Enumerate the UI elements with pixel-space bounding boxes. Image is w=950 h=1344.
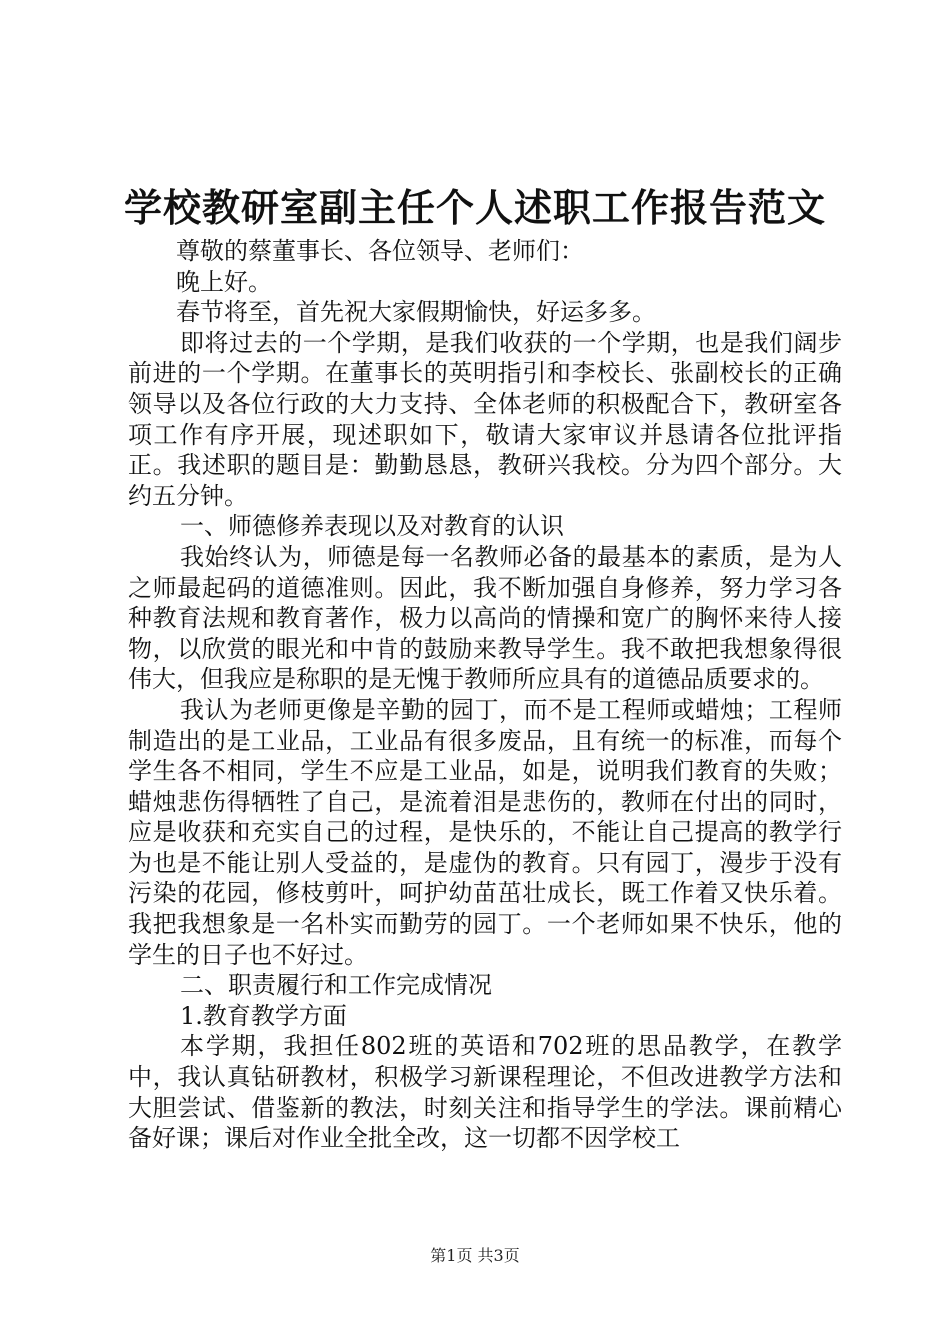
paragraph-greeting: 晚上好。 bbox=[176, 267, 272, 296]
page-footer: 第1页 共3页 bbox=[430, 1246, 520, 1265]
section-heading-2: 二、职责履行和工作完成情况 bbox=[180, 971, 492, 1000]
paragraph-ethics: 我始终认为，师德是每一名教师必备的最基本的素质，是为人之师最起码的道德准则。因此，我不断加强自身修养，努力学习各种教育法规和教育著作，极力以高尚的情操和宽广的胸怀来待人接物，以欣赏的眼光和中肯的鼓励来教导学生。我不敢把我想象得很伟大，但我应是称职的是无愧于教师所应具有的道德品质要求的。 bbox=[128, 542, 842, 694]
paragraph-wishes: 春节将至，首先祝大家假期愉快，好运多多。 bbox=[176, 298, 656, 327]
document-body bbox=[128, 236, 842, 1154]
document-title: 学校教研室副主任个人述职工作报告范文 bbox=[123, 185, 826, 230]
paragraph-intro: 即将过去的一个学期，是我们收获的一个学期，也是我们阔步前进的一个学期。在董事长的英明指引和李校长、张副校长的正确领导以及各位行政的大力支持、全体老师的积极配合下，教研室各项工作有序开展，现述职如下，敬请大家审议并恳请各位批评指正。我述职的题目是：勤勤恳恳，教研兴我校。分为四个部分。大约五分钟。 bbox=[128, 328, 842, 510]
paragraph-gardener: 我认为老师更像是辛勤的园丁，而不是工程师或蜡烛；工程师制造出的是工业品，工业品有很多废品，且有统一的标准，而每个学生各不相同，学生不应是工业品，如是，说明我们教育的失败；蜡烛悲伤得牺牲了自己，是流着泪是悲伤的，教师在付出的同时，应是收获和充实自己的过程，是快乐的，不能让自己提高的教学行为也是不能让别人受益的，是虚伪的教育。只有园丁，漫步于没有污染的花园，修枝剪叶，呵护幼苗茁壮成长，既工作着又快乐着。我把我想象是一名朴实而勤劳的园丁。一个老师如果不快乐，他的学生的日子也不好过。 bbox=[128, 695, 842, 969]
section-heading-1: 一、师德修养表现以及对教育的认识 bbox=[180, 512, 564, 541]
subsection-heading-1: 1.教育教学方面 bbox=[180, 1001, 347, 1030]
paragraph-teaching: 本学期，我担任802班的英语和702班的思品教学，在教学中，我认真钻研教材，积极学习新课程理论，不但改进教学方法和大胆尝试、借鉴新的教法，时刻关注和指导学生的学法。课前精心备好课；课后对作业全批全改，这一切都不因学校工 bbox=[128, 1032, 842, 1153]
paragraph-salutation: 尊敬的蔡董事长、各位领导、老师们： bbox=[176, 237, 584, 265]
